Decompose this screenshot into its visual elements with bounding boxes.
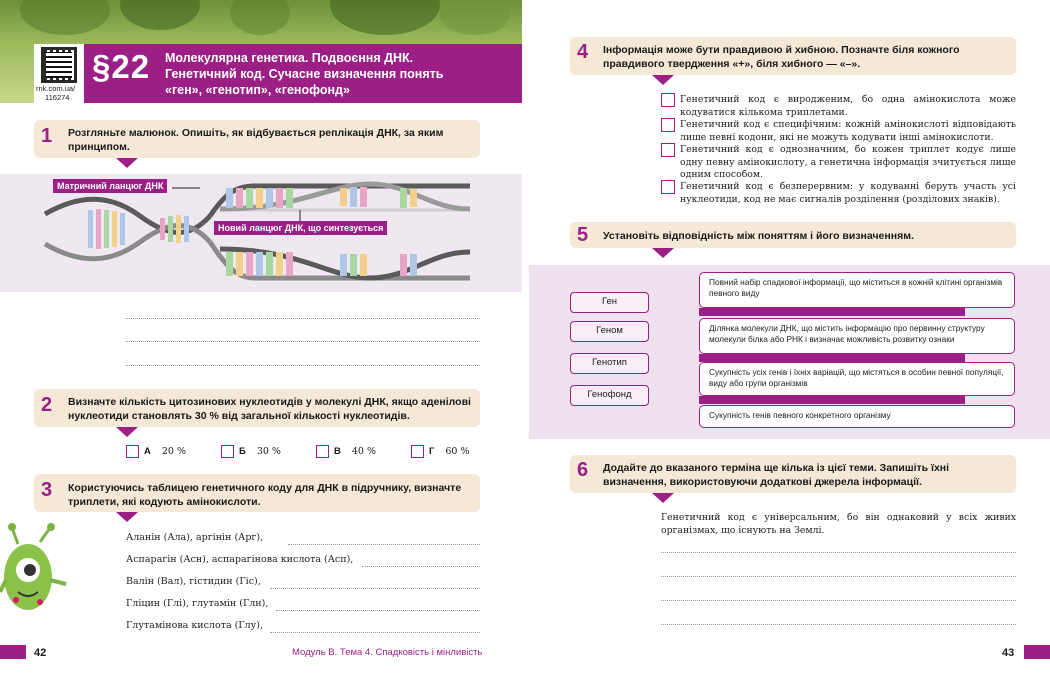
option-b[interactable]: Б 30 % xyxy=(221,445,281,458)
qr-code-number: 116274 xyxy=(45,93,70,102)
footer-bar-left xyxy=(0,645,26,659)
answer-line[interactable] xyxy=(125,318,480,319)
answer-line[interactable] xyxy=(125,365,480,366)
option-b-checkbox[interactable] xyxy=(221,445,234,458)
term-genotype[interactable]: Генотип xyxy=(570,353,649,374)
monster-mascot-icon xyxy=(0,522,70,622)
statement-4: Генетичний код є безперервним: у кодуванні беруть участь усі нуклеотиди, код не має сигналів розділення (розділових знаків). xyxy=(680,181,1016,205)
task-1-number: 1 xyxy=(41,125,53,147)
option-d-checkbox[interactable] xyxy=(411,445,424,458)
definition-3[interactable]: Сукупність усіх генів і їхніх варіацій, що містяться в особин певної популяції, виду або групи організмів xyxy=(699,362,1015,396)
footer-module-text: Модуль В. Тема 4. Спадковість і мінливість xyxy=(292,647,483,658)
task-6-number: 6 xyxy=(577,459,589,481)
task-2-text: Визначте кількість цитозинових нуклеотидів у молекулі ДНК, якщо аденілові нуклеотиди становлять 30 % від загальної кількості нуклеотидів. xyxy=(68,396,471,422)
amino-row-5: Глутамінова кислота (Глу), xyxy=(126,620,263,631)
answer-line[interactable] xyxy=(661,624,1016,625)
amino-row-2: Аспарагін (Асн), аспарагінова кислота (Асп), xyxy=(126,554,354,565)
statement-3: Генетичний код є однозначним, бо кожен триплет кодує лише одну певну амінокислоту, а генетична інформація зчитується лише одним способом. xyxy=(680,144,1016,180)
task-1-pointer xyxy=(116,158,138,168)
definition-1[interactable]: Повний набір спадкової інформації, що міститься в кожній клітині організмів певного виду xyxy=(699,272,1015,308)
answer-line[interactable] xyxy=(288,544,480,545)
statement-1: Генетичний код є виродженим, бо одна амінокислота може кодуватися кількома триплетами. xyxy=(680,94,1016,118)
page-title: Молекулярна генетика. Подвоєння ДНК. Генетичний код. Сучасне визначення понять «ген», «генотип», «генофонд» xyxy=(165,51,444,97)
task-4-pointer xyxy=(652,75,674,85)
term-gene[interactable]: Ген xyxy=(570,292,649,313)
amino-row-3: Валін (Вал), гістидин (Гіс), xyxy=(126,576,261,587)
statement-2-checkbox[interactable] xyxy=(661,118,675,132)
task-2-pointer xyxy=(116,427,138,437)
paragraph-number: §22 xyxy=(92,48,151,85)
definition-4[interactable]: Сукупність генів певного конкретного організму xyxy=(699,405,1015,428)
answer-line[interactable] xyxy=(661,552,1016,553)
option-a[interactable]: А 20 % xyxy=(126,445,186,458)
page-number-left: 42 xyxy=(34,647,47,659)
term-genome[interactable]: Геном xyxy=(570,321,649,342)
task-3-pointer xyxy=(116,512,138,522)
term-genepool[interactable]: Генофонд xyxy=(570,385,649,406)
task-2-number: 2 xyxy=(41,394,53,416)
new-chain-label: Новий ланцюг ДНК, що синтезується xyxy=(214,221,387,235)
task-5-number: 5 xyxy=(577,224,589,246)
definition-2[interactable]: Ділянка молекули ДНК, що містить інформацію про первинну структуру молекули білка або РНК і визначає можливість розвитку ознаки xyxy=(699,318,1015,354)
page-number-right: 43 xyxy=(1002,647,1015,659)
qr-url: rnk.com.ua/ xyxy=(36,84,76,93)
lower-base-pairs xyxy=(226,252,417,276)
option-c[interactable]: В 40 % xyxy=(316,445,376,458)
task-5-text: Установіть відповідність між поняттям і його визначенням. xyxy=(603,230,914,242)
amino-row-4: Гліцин (Глі), глутамін (Глн), xyxy=(126,598,269,609)
answer-line[interactable] xyxy=(276,610,480,611)
answer-line[interactable] xyxy=(270,588,480,589)
matrix-chain-label: Матричний ланцюг ДНК xyxy=(53,179,167,193)
answer-line[interactable] xyxy=(661,576,1016,577)
statement-4-checkbox[interactable] xyxy=(661,180,675,194)
task-5-pointer xyxy=(652,248,674,258)
task-6-example: Генетичний код є універсальним, бо він однаковий у всіх живих організмах, що існують на Землі. xyxy=(661,512,1016,536)
answer-line[interactable] xyxy=(125,341,480,342)
option-a-checkbox[interactable] xyxy=(126,445,139,458)
statement-3-checkbox[interactable] xyxy=(661,143,675,157)
task-3-text: Користуючись таблицею генетичного коду для ДНК в підручнику, визначте триплети, які кодують амінокислоти. xyxy=(68,482,462,508)
answer-line[interactable] xyxy=(270,632,480,633)
option-d[interactable]: Г 60 % xyxy=(411,445,470,458)
task-4-number: 4 xyxy=(577,41,589,63)
answer-line[interactable] xyxy=(661,600,1016,601)
option-c-checkbox[interactable] xyxy=(316,445,329,458)
task-4-text: Інформація може бути правдивою й хибною. Позначте біля кожного правдивого твердження «+», біля хибного — «–». xyxy=(603,44,960,70)
task-1-text: Розгляньте малюнок. Опишіть, як відбувається реплікація ДНК, за яким принципом. xyxy=(68,127,444,153)
task-3-number: 3 xyxy=(41,479,53,501)
task-6-text: Додайте до вказаного терміна ще кілька із цієї теми. Запишіть їхні визначення, використовуючи додаткові джерела інформації. xyxy=(603,462,950,488)
statement-1-checkbox[interactable] xyxy=(661,93,675,107)
statement-2: Генетичний код є специфічним: кожній амінокислоті відповідають лише певні кодони, які не можуть кодувати інші амінокислоти. xyxy=(680,119,1016,143)
footer-bar-right xyxy=(1024,645,1050,659)
task-6-pointer xyxy=(652,493,674,503)
amino-row-1: Аланін (Ала), аргінін (Арг), xyxy=(126,532,264,543)
answer-line[interactable] xyxy=(362,566,480,567)
dna-replication-figure xyxy=(0,174,522,292)
